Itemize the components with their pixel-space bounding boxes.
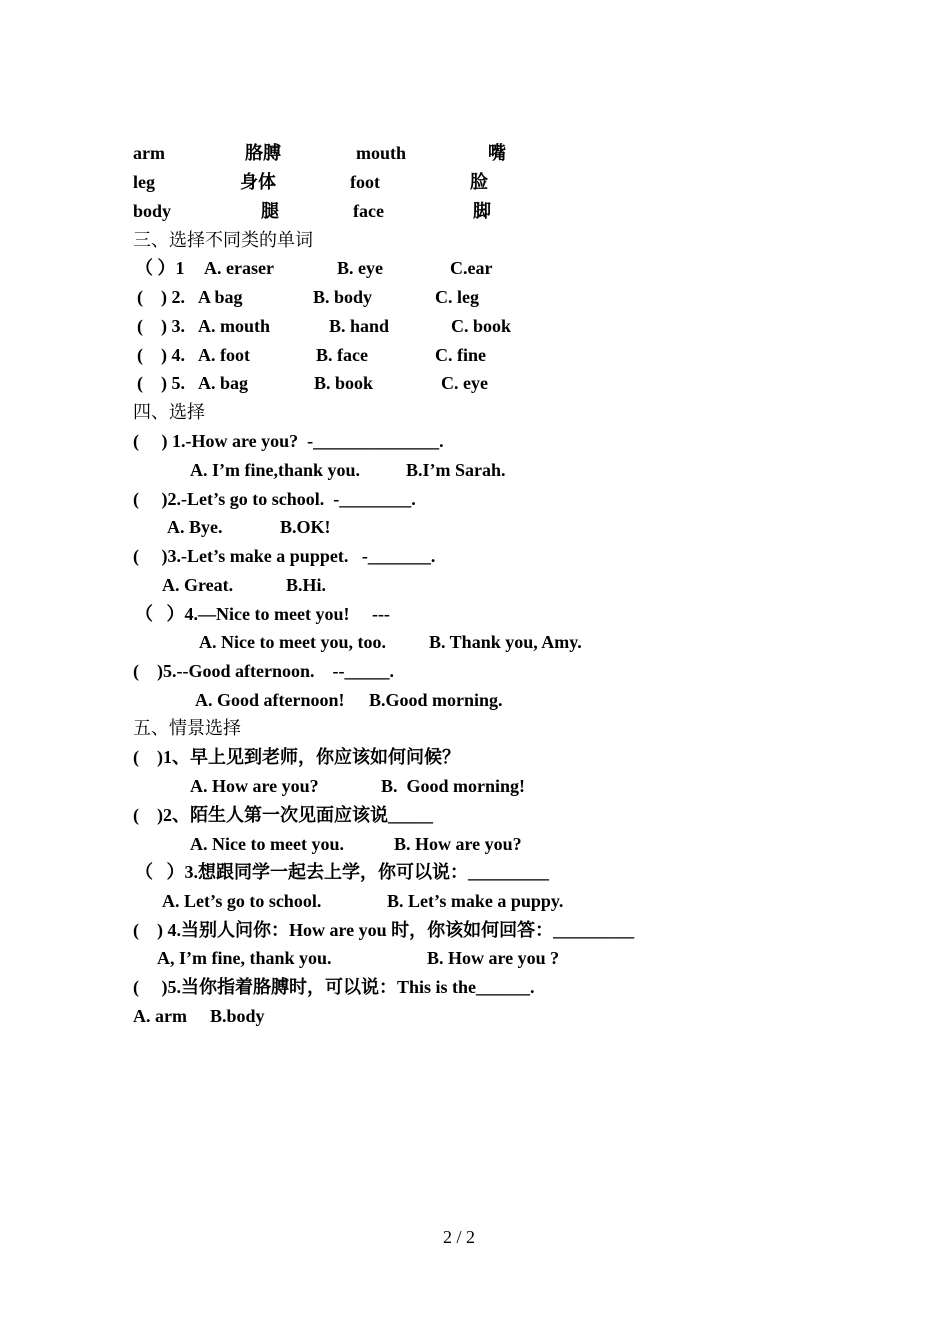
question-text: ( ) 1.-How are you? -______________. (133, 431, 444, 451)
option-a: A. foot (198, 345, 250, 365)
question-row (0, 312, 950, 341)
option-b: B.I’m Sarah. (406, 460, 506, 480)
vocab-word-zh: 胳膊 (245, 143, 281, 163)
page-footer (0, 1227, 950, 1248)
question-text: ( )2.-Let’s go to school. -________. (133, 489, 416, 509)
question-number: ( ) 3. (137, 316, 185, 336)
vocab-row (0, 139, 950, 168)
options-row (0, 571, 950, 600)
vocab-word-zh: 身体 (240, 172, 276, 192)
vocab-word-zh: 脚 (473, 201, 491, 221)
option-b: B. How are you? (394, 834, 522, 854)
option-b: B. Let’s make a puppy. (387, 891, 564, 911)
option-c: C. fine (435, 345, 486, 365)
option-b: B.Hi. (286, 575, 327, 595)
vocab-word: arm (133, 143, 165, 163)
vocab-word-zh: 腿 (261, 201, 279, 221)
question-row (0, 973, 950, 1002)
question-row (0, 427, 950, 456)
option-a: A. I’m fine,thank you. (190, 460, 361, 480)
vocab-word: foot (350, 172, 380, 192)
question-number: ( ) 2. (137, 287, 185, 307)
section4-title: 四、选择 (133, 402, 205, 422)
option-b: B. Thank you, Amy. (429, 632, 582, 652)
page-number: 2 / 2 (442, 1227, 475, 1247)
option-b: B. Good morning! (381, 776, 526, 796)
vocab-word: mouth (356, 143, 407, 163)
option-a: A. mouth (198, 316, 271, 336)
section-title (0, 226, 950, 255)
option-c: C. leg (435, 287, 479, 307)
question-text: ( )5.--Good afternoon. --_____. (133, 661, 394, 681)
vocab-word-zh: 脸 (470, 172, 488, 192)
question-row (0, 283, 950, 312)
section-title (0, 714, 950, 743)
question-text: ( )2、陌生人第一次见面应该说_____ (133, 805, 433, 825)
vocab-word-zh: 嘴 (488, 143, 506, 163)
question-row (0, 858, 950, 887)
option-a: A. How are you? (190, 776, 319, 796)
options-row (0, 1002, 950, 1031)
option-b: B.OK! (280, 517, 331, 537)
option-a: A. Bye. (167, 517, 223, 537)
options-row (0, 944, 950, 973)
question-row (0, 600, 950, 629)
option-a: A. Nice to meet you, too. (199, 632, 386, 652)
options-row (0, 772, 950, 801)
option-c: C. book (451, 316, 512, 336)
option-a: A, I’m fine, thank you. (157, 948, 332, 968)
question-row (0, 542, 950, 571)
section5-title: 五、情景选择 (133, 718, 241, 738)
options-row (0, 686, 950, 715)
question-row (0, 341, 950, 370)
option-a: A bag (198, 287, 243, 307)
option-a: A. Great. (162, 575, 234, 595)
vocab-word: face (353, 201, 384, 221)
option-b: B. How are you ? (427, 948, 560, 968)
option-a: A. Let’s go to school. (162, 891, 322, 911)
question-number: ( ) 5. (137, 373, 185, 393)
options-row (0, 628, 950, 657)
question-row (0, 743, 950, 772)
question-row (0, 369, 950, 398)
options-row (0, 513, 950, 542)
option-a: A. Good afternoon! (195, 690, 345, 710)
question-number: ( ) 4. (137, 345, 185, 365)
option-b: B.Good morning. (369, 690, 503, 710)
options-row (0, 830, 950, 859)
question-text: ( )1、早上见到老师，你应该如何问候？ (133, 747, 460, 767)
options-row (0, 456, 950, 485)
question-text: ( ) 4.当别人问你：How are you 时，你该如何回答：_________ (133, 920, 635, 940)
question-row (0, 657, 950, 686)
section-title (0, 398, 950, 427)
question-text: （ ）3.想跟同学一起去上学，你可以说：_________ (135, 862, 549, 882)
question-row (0, 485, 950, 514)
vocab-row (0, 168, 950, 197)
option-b: B. eye (337, 258, 383, 278)
option-c: C. eye (441, 373, 488, 393)
option-a: A. arm (133, 1006, 187, 1026)
option-b: B.body (210, 1006, 265, 1026)
question-text: （ ）4.—Nice to meet you! --- (135, 604, 390, 624)
section3-title: 三、选择不同类的单词 (133, 230, 313, 250)
option-b: B. book (314, 373, 374, 393)
option-a: A. Nice to meet you. (190, 834, 344, 854)
question-number: （ ）1 (135, 258, 185, 278)
option-a: A. bag (198, 373, 249, 393)
option-b: B. face (316, 345, 368, 365)
option-b: B. body (313, 287, 373, 307)
question-row (0, 801, 950, 830)
vocab-row (0, 197, 950, 226)
options-row (0, 887, 950, 916)
option-b: B. hand (329, 316, 390, 336)
option-a: A. eraser (204, 258, 274, 278)
question-row (0, 254, 950, 283)
question-row (0, 916, 950, 945)
vocab-word: leg (133, 172, 155, 192)
vocab-word: body (133, 201, 172, 221)
question-text: ( )3.-Let’s make a puppet. -_______. (133, 546, 436, 566)
question-text: ( )5.当你指着胳膊时，可以说：This is the______. (133, 977, 535, 997)
option-c: C.ear (450, 258, 493, 278)
